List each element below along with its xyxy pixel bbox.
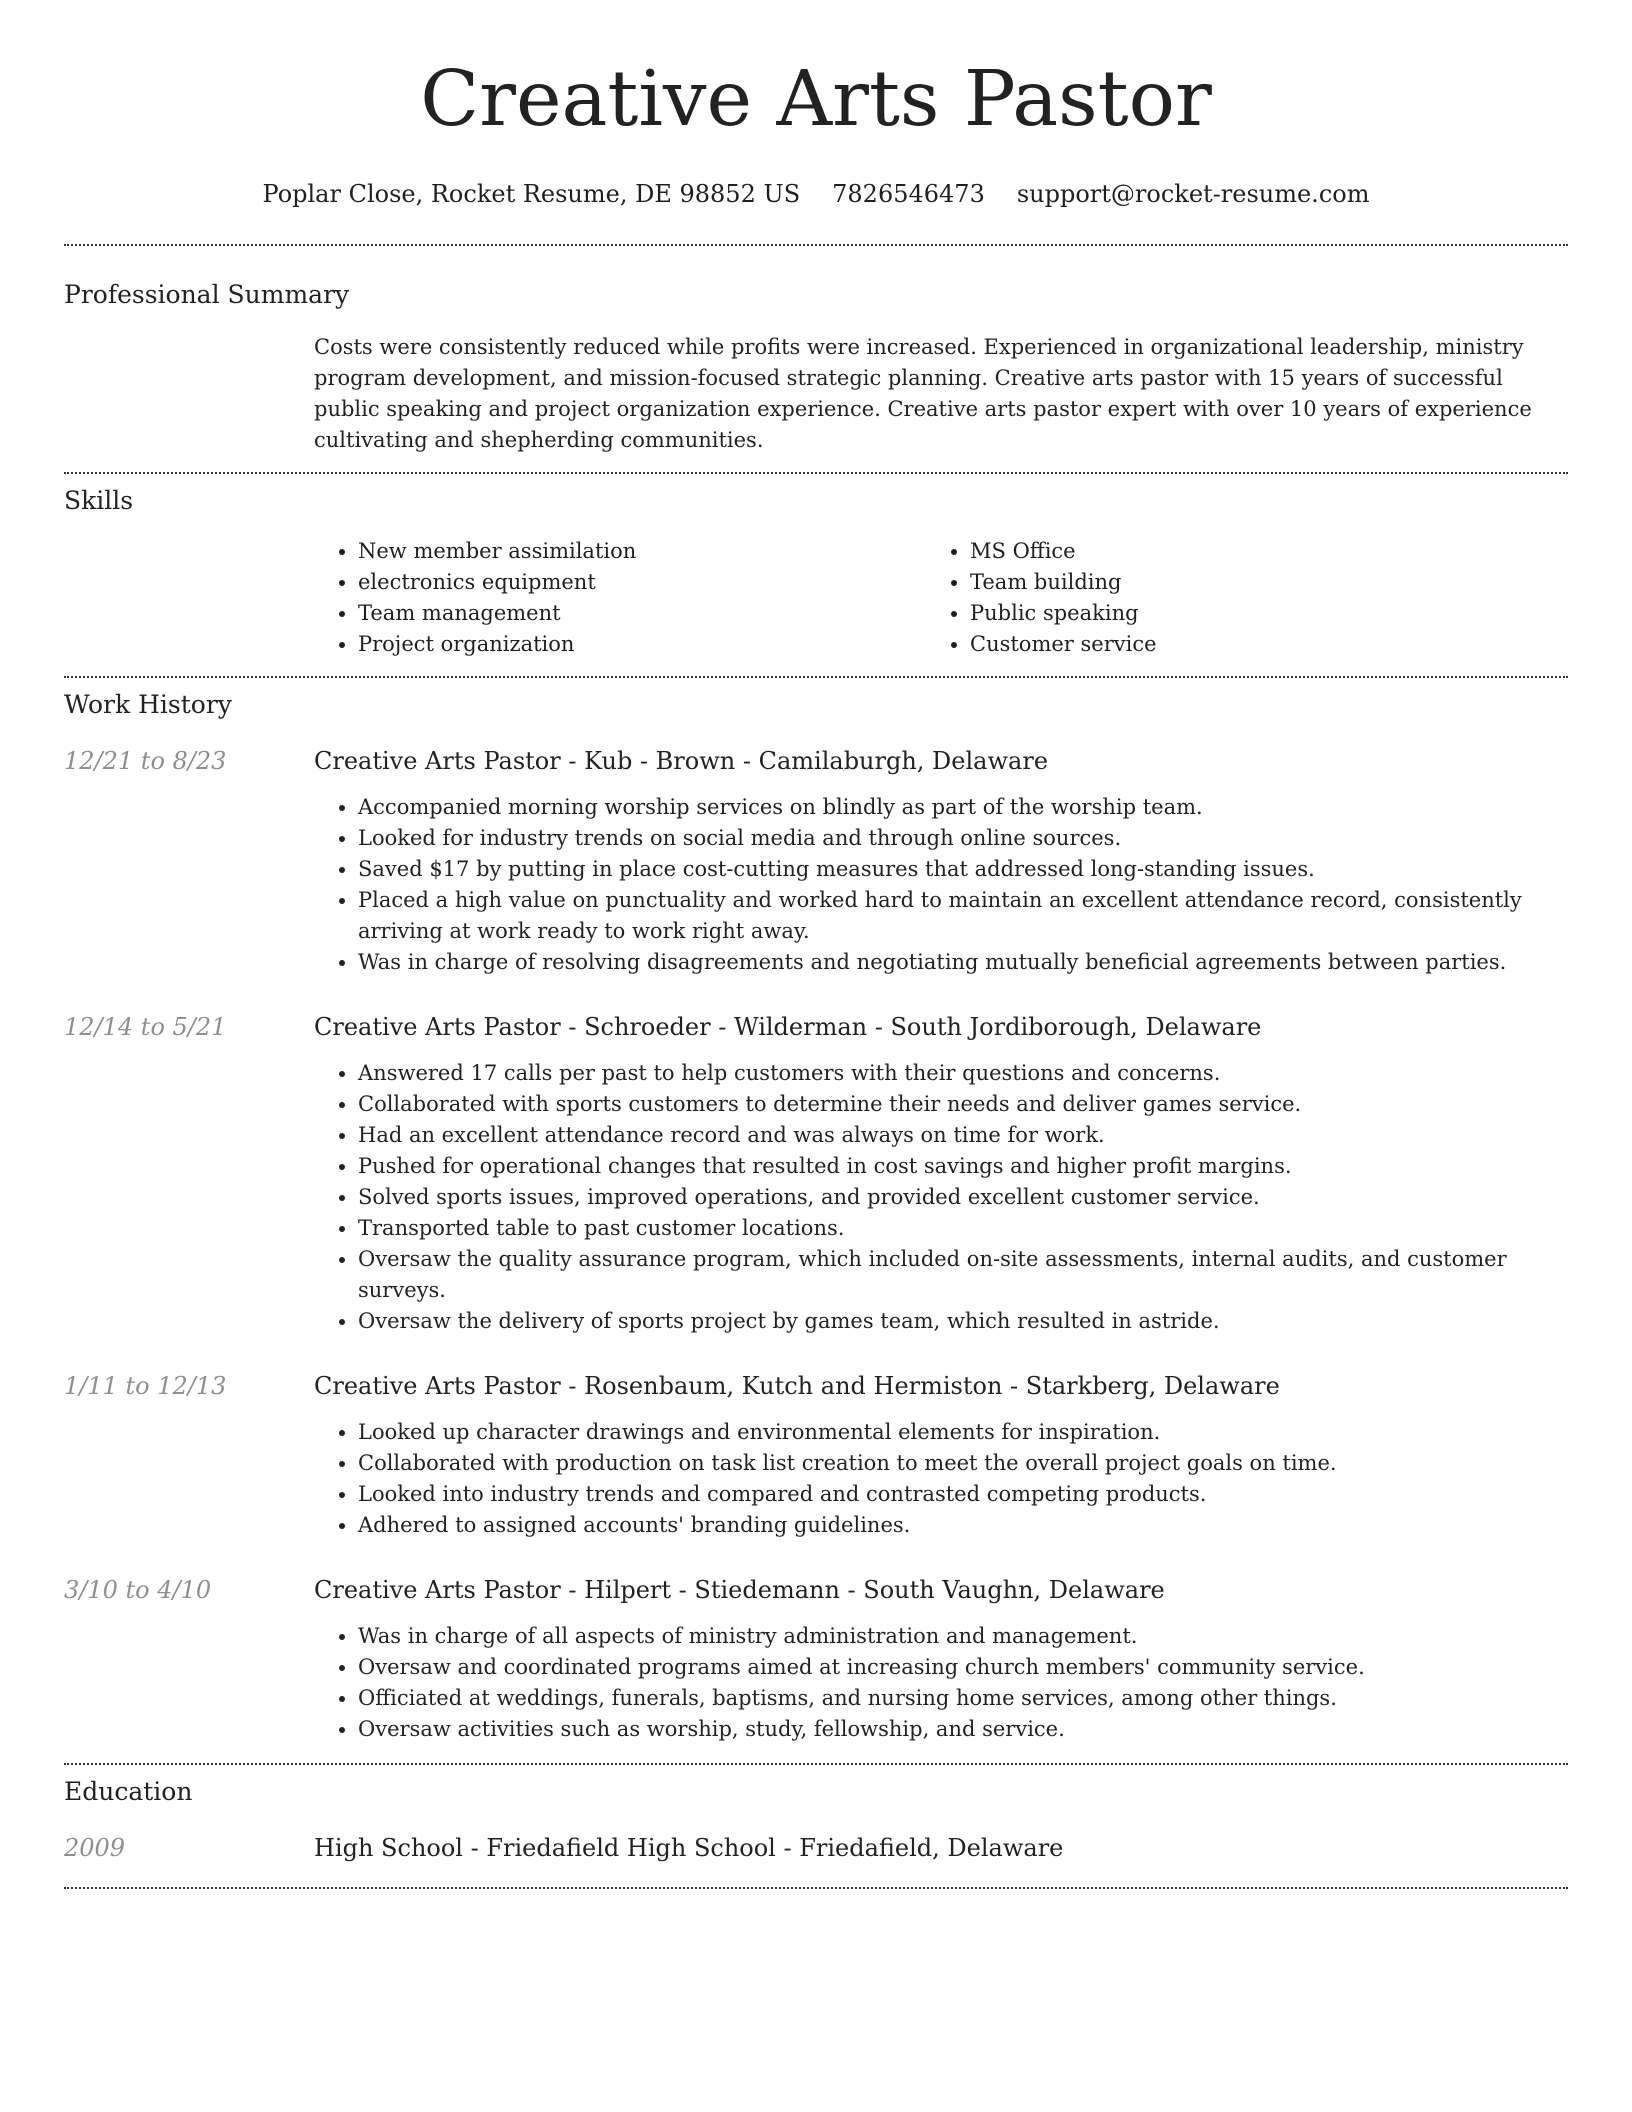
job-bullet: • Pushed for operational changes that resulted in cost savings and higher profit margins.: [358, 1151, 1568, 1182]
job-bullet: • Oversaw activities such as worship, study, fellowship, and service.: [358, 1714, 1568, 1745]
job-bullets: [314, 1621, 1568, 1745]
skills-list-right: [926, 536, 1538, 660]
job-bullet: • Was in charge of all aspects of ministry administration and management.: [358, 1621, 1568, 1652]
skills-section: [64, 474, 1568, 660]
job-bullet: • Collaborated with sports customers to determine their needs and deliver games service.: [358, 1089, 1568, 1120]
summary-text: Costs were consistently reduced while profits were increased. Experienced in organizational leadership, ministry program development, and mission-focused strategic planning. Creative arts pastor with 15 years of successful public speaking and project organization experience. Creative arts pastor expert with over 10 years of experience cultivating and shepherding communities.: [314, 335, 1532, 452]
job-entry: [64, 1010, 1568, 1337]
job-bullet: • Was in charge of resolving disagreements and negotiating mutually beneficial agreements between parties.: [358, 947, 1568, 978]
skill-item: • New member assimilation: [358, 536, 926, 567]
job-bullet: • Oversaw the quality assurance program, which included on-site assessments, internal audits, and customer surveys.: [358, 1244, 1568, 1306]
job-bullets: [314, 1058, 1568, 1337]
work-section: [64, 678, 1568, 1745]
skill-item: • Customer service: [970, 629, 1538, 660]
job-dates: 3/10 to 4/10: [64, 1576, 212, 1604]
skill-item: • Project organization: [358, 629, 926, 660]
education-heading: High School - Friedafield High School - Friedafield, Delaware: [314, 1834, 1064, 1862]
job-bullet: • Looked into industry trends and compared and contrasted competing products.: [358, 1479, 1568, 1510]
summary-section: [64, 246, 1568, 456]
job-dates: 12/14 to 5/21: [64, 1013, 227, 1041]
job-dates: 1/11 to 12/13: [64, 1372, 227, 1400]
job-bullets: [314, 1417, 1568, 1541]
job-bullet: • Looked for industry trends on social media and through online sources.: [358, 823, 1568, 854]
job-heading: Creative Arts Pastor - Hilpert - Stiedemann - South Vaughn, Delaware: [314, 1576, 1165, 1604]
section-title-skills: Skills: [64, 486, 134, 515]
job-bullet: • Answered 17 calls per past to help customers with their questions and concerns.: [358, 1058, 1568, 1089]
skill-item: • Team building: [970, 567, 1538, 598]
job-heading: Creative Arts Pastor - Rosenbaum, Kutch and Hermiston - Starkberg, Delaware: [314, 1372, 1280, 1400]
section-title-work: Work History: [64, 690, 232, 719]
skill-item: • electronics equipment: [358, 567, 926, 598]
candidate-name: Creative Arts Pastor: [420, 55, 1212, 144]
divider: [64, 1887, 1568, 1889]
skill-item: • MS Office: [970, 536, 1538, 567]
job-bullet: • Solved sports issues, improved operations, and provided excellent customer service.: [358, 1182, 1568, 1213]
education-section: [64, 1765, 1568, 1865]
job-heading: Creative Arts Pastor - Schroeder - Wilderman - South Jordiborough, Delaware: [314, 1013, 1262, 1041]
job-bullet: • Adhered to assigned accounts' branding guidelines.: [358, 1510, 1568, 1541]
job-bullet: • Oversaw and coordinated programs aimed at increasing church members' community service.: [358, 1652, 1568, 1683]
skill-item: • Team management: [358, 598, 926, 629]
job-bullet: • Looked up character drawings and environmental elements for inspiration.: [358, 1417, 1568, 1448]
contact-address: Poplar Close, Rocket Resume, DE 98852 US: [262, 180, 801, 208]
job-dates: 12/21 to 8/23: [64, 747, 227, 775]
section-title-summary: Professional Summary: [64, 280, 350, 309]
education-year: 2009: [64, 1834, 126, 1862]
job-bullet: • Placed a high value on punctuality and worked hard to maintain an excellent attendance record, consistently arriving at work ready to work right away.: [358, 885, 1568, 947]
job-bullet: • Officiated at weddings, funerals, baptisms, and nursing home services, among other things.: [358, 1683, 1568, 1714]
education-entry: [64, 1831, 1568, 1865]
job-bullet: • Had an excellent attendance record and was always on time for work.: [358, 1120, 1568, 1151]
skills-list-left: [314, 536, 926, 660]
contact-line: [64, 178, 1568, 210]
job-bullet: • Accompanied morning worship services on blindly as part of the worship team.: [358, 792, 1568, 823]
section-title-education: Education: [64, 1777, 193, 1806]
job-bullet: • Transported table to past customer locations.: [358, 1213, 1568, 1244]
job-entry: [64, 744, 1568, 978]
skill-item: • Public speaking: [970, 598, 1538, 629]
job-entry: [64, 1369, 1568, 1541]
job-entry: [64, 1573, 1568, 1745]
contact-email: support@rocket-resume.com: [1016, 180, 1370, 208]
job-heading: Creative Arts Pastor - Kub - Brown - Camilaburgh, Delaware: [314, 747, 1049, 775]
job-bullets: [314, 792, 1568, 978]
job-bullet: • Saved $17 by putting in place cost-cutting measures that addressed long-standing issues.: [358, 854, 1568, 885]
contact-phone: 7826546473: [832, 180, 985, 208]
job-bullet: • Oversaw the delivery of sports project by games team, which resulted in astride.: [358, 1306, 1568, 1337]
job-bullet: • Collaborated with production on task list creation to meet the overall project goals on time.: [358, 1448, 1568, 1479]
